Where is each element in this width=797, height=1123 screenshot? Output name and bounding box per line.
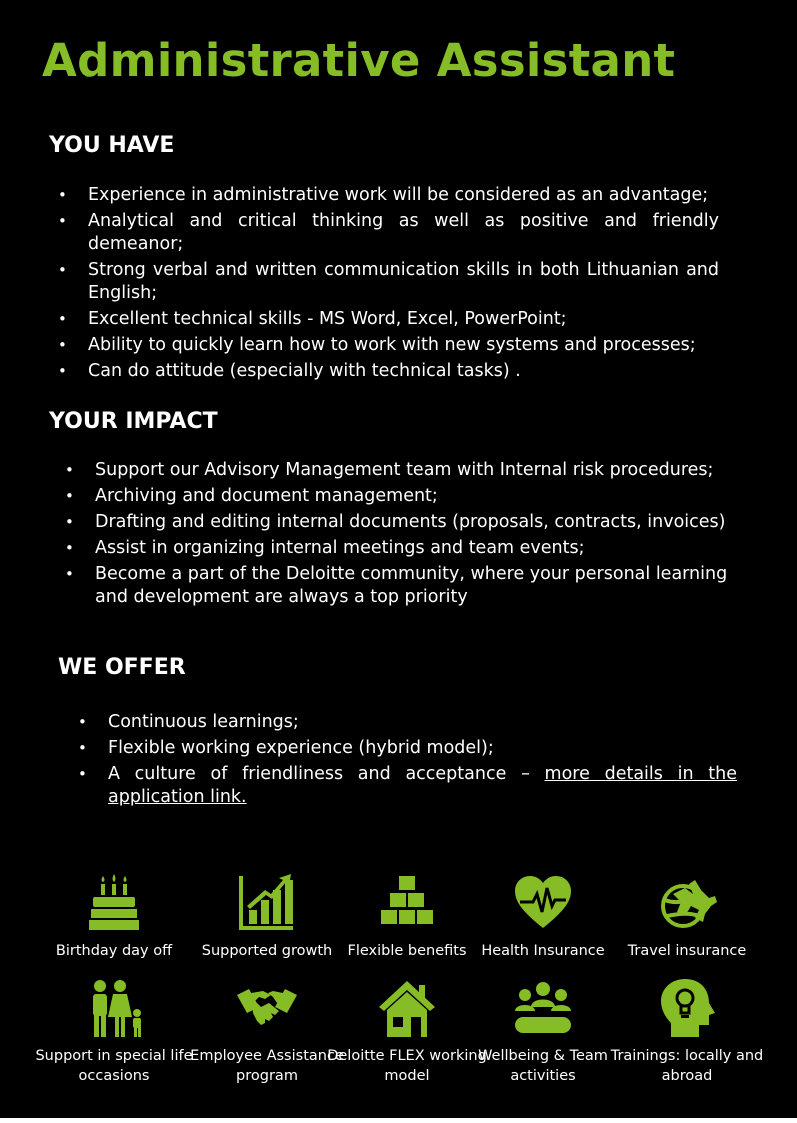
section-heading-we-offer: WE OFFER bbox=[58, 655, 186, 680]
benefit-wellbeing bbox=[463, 977, 623, 1086]
benefit-growth bbox=[187, 872, 347, 962]
benefit-label: Travel insurance bbox=[627, 943, 747, 959]
benefit-label: Trainings: locally and abroad bbox=[610, 1048, 764, 1084]
benefit-birthday bbox=[34, 872, 194, 962]
you-have-list bbox=[49, 184, 719, 386]
benefit-travel bbox=[607, 872, 767, 962]
list-item: • Archiving and document management; bbox=[56, 485, 736, 508]
list-item: • Analytical and critical thinking as well as positive and friendly demeanor; bbox=[49, 210, 719, 256]
section-heading-your-impact: YOUR IMPACT bbox=[49, 409, 218, 434]
benefit-label: Health Insurance bbox=[481, 943, 605, 959]
benefit-health bbox=[463, 872, 623, 962]
benefit-life-occasions bbox=[34, 977, 194, 1086]
list-item: • Flexible working experience (hybrid model); bbox=[69, 737, 737, 760]
benefit-label: Employee Assistance program bbox=[190, 1048, 344, 1084]
we-offer-list bbox=[69, 711, 737, 812]
stacked-boxes-icon bbox=[375, 872, 439, 934]
heart-pulse-icon bbox=[511, 872, 575, 934]
list-item: • Experience in administrative work will be considered as an advantage; bbox=[49, 184, 719, 207]
team-icon bbox=[511, 977, 575, 1039]
handshake-icon bbox=[235, 977, 299, 1039]
your-impact-list bbox=[56, 459, 736, 612]
culture-text: A culture of friendliness and acceptance – bbox=[108, 764, 545, 784]
list-item: • Become a part of the Deloitte community, where your personal learning and development are always a top priority bbox=[56, 563, 736, 609]
list-item: • Continuous learnings; bbox=[69, 711, 737, 734]
benefit-employee-assistance bbox=[187, 977, 347, 1086]
birthday-cake-icon bbox=[82, 872, 146, 934]
list-item: • Strong verbal and written communication skills in both Lithuanian and English; bbox=[49, 259, 719, 305]
list-item: • Excellent technical skills - MS Word, Excel, PowerPoint; bbox=[49, 308, 719, 331]
benefit-label: Flexible benefits bbox=[347, 943, 467, 959]
lightbulb-head-icon bbox=[655, 977, 719, 1039]
page-title: Administrative Assistant bbox=[42, 34, 676, 87]
list-item: • Ability to quickly learn how to work with new systems and processes; bbox=[49, 334, 719, 357]
list-item: • Can do attitude (especially with technical tasks) . bbox=[49, 360, 719, 383]
list-item: • Support our Advisory Management team with Internal risk procedures; bbox=[56, 459, 736, 482]
benefit-label: Birthday day off bbox=[55, 943, 173, 959]
benefit-label: Deloitte FLEX working model bbox=[327, 1048, 487, 1084]
list-item: • Assist in organizing internal meetings and team events; bbox=[56, 537, 736, 560]
growth-chart-icon bbox=[235, 872, 299, 934]
benefit-label: Wellbeing & Team activities bbox=[478, 1048, 608, 1084]
application-link[interactable]: more details in the application link. bbox=[108, 764, 738, 807]
family-icon bbox=[82, 977, 146, 1039]
benefit-label: Support in special life occasions bbox=[35, 1048, 193, 1084]
section-heading-you-have: YOU HAVE bbox=[49, 133, 175, 158]
house-icon bbox=[375, 977, 439, 1039]
benefit-label: Supported growth bbox=[201, 943, 333, 959]
globe-airplane-icon bbox=[655, 872, 719, 934]
benefit-trainings bbox=[607, 977, 767, 1086]
list-item-culture bbox=[69, 763, 737, 809]
list-item: • Drafting and editing internal documents (proposals, contracts, invoices) bbox=[56, 511, 736, 534]
